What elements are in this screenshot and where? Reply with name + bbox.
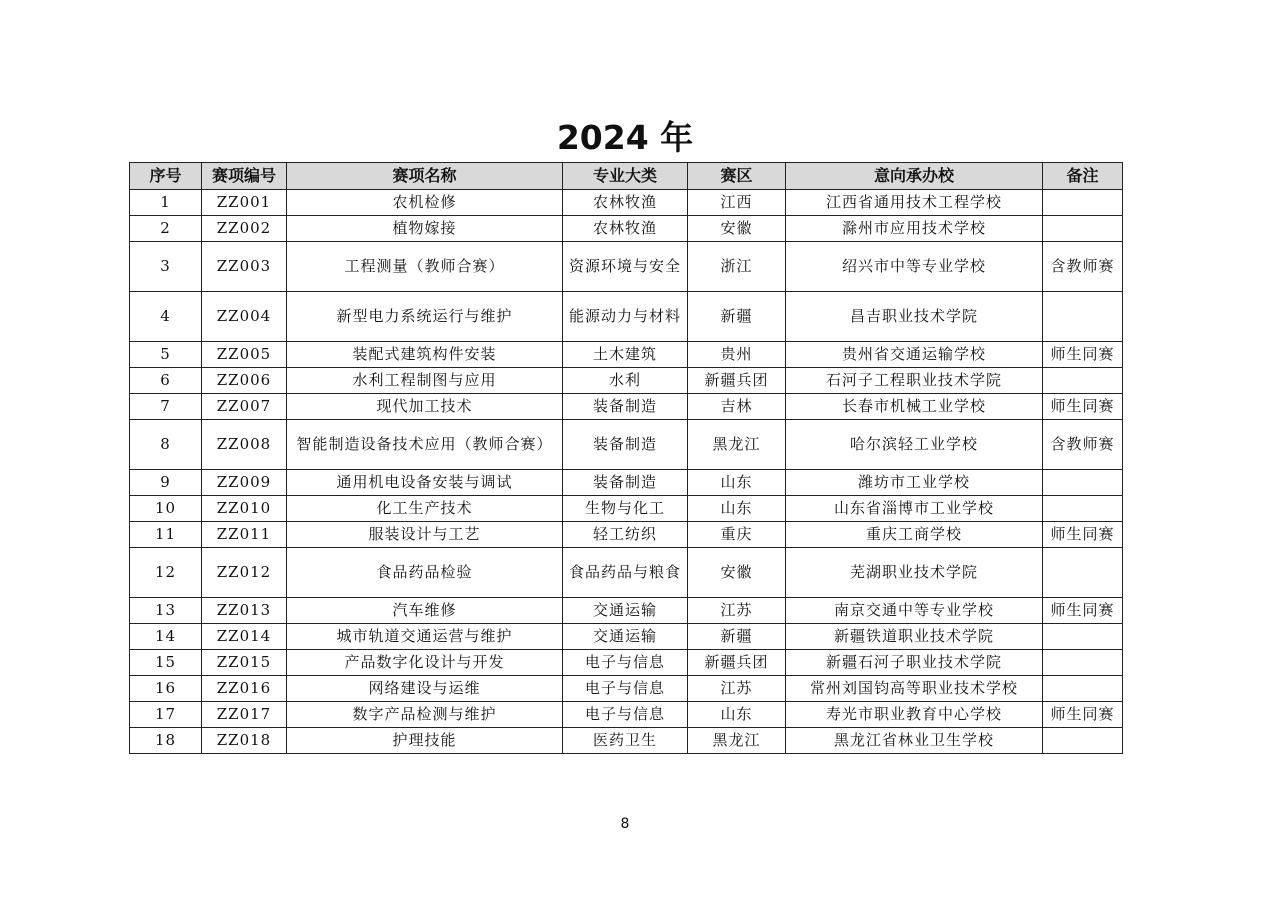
row-category: 装备制造 [563,470,688,496]
table-row [130,598,1123,624]
row-school: 重庆工商学校 [786,522,1043,548]
row-index: 9 [130,470,202,496]
row-school: 寿光市职业教育中心学校 [786,702,1043,728]
row-code: ZZ009 [202,470,287,496]
row-code: ZZ010 [202,496,287,522]
row-event-name: 装配式建筑构件安装 [287,342,563,368]
row-category: 电子与信息 [563,702,688,728]
row-school: 江西省通用技术工程学校 [786,190,1043,216]
row-code: ZZ008 [202,420,287,470]
row-region: 江西 [688,190,786,216]
row-note: 师生同赛 [1043,522,1123,548]
row-region: 江苏 [688,598,786,624]
row-note [1043,676,1123,702]
row-note: 师生同赛 [1043,394,1123,420]
row-code: ZZ013 [202,598,287,624]
row-index: 13 [130,598,202,624]
row-region: 山东 [688,496,786,522]
row-region: 新疆 [688,292,786,342]
row-region: 贵州 [688,342,786,368]
row-note [1043,624,1123,650]
row-school: 新疆石河子职业技术学院 [786,650,1043,676]
row-index: 15 [130,650,202,676]
row-index: 17 [130,702,202,728]
row-school: 常州刘国钧高等职业技术学校 [786,676,1043,702]
row-category: 水利 [563,368,688,394]
row-region: 江苏 [688,676,786,702]
row-category: 医药卫生 [563,728,688,754]
row-event-name: 城市轨道交通运营与维护 [287,624,563,650]
row-note [1043,496,1123,522]
page-number: 8 [620,816,630,832]
row-category: 土木建筑 [563,342,688,368]
row-index: 8 [130,420,202,470]
table-row [130,702,1123,728]
row-school: 石河子工程职业技术学院 [786,368,1043,394]
row-note [1043,368,1123,394]
row-note [1043,292,1123,342]
header-code: 赛项编号 [202,163,287,190]
row-category: 装备制造 [563,420,688,470]
row-code: ZZ018 [202,728,287,754]
row-event-name: 食品药品检验 [287,548,563,598]
table-header-row [130,163,1123,190]
row-category: 轻工纺织 [563,522,688,548]
table-row [130,420,1123,470]
row-region: 安徽 [688,216,786,242]
row-index: 1 [130,190,202,216]
row-note [1043,216,1123,242]
row-event-name: 现代加工技术 [287,394,563,420]
table-row [130,624,1123,650]
row-category: 装备制造 [563,394,688,420]
row-event-name: 汽车维修 [287,598,563,624]
row-school: 哈尔滨轻工业学校 [786,420,1043,470]
row-index: 5 [130,342,202,368]
row-region: 新疆兵团 [688,368,786,394]
row-category: 交通运输 [563,598,688,624]
row-school: 贵州省交通运输学校 [786,342,1043,368]
row-note: 含教师赛 [1043,420,1123,470]
row-event-name: 服装设计与工艺 [287,522,563,548]
row-category: 农林牧渔 [563,190,688,216]
row-note: 师生同赛 [1043,598,1123,624]
row-note: 含教师赛 [1043,242,1123,292]
table-row [130,728,1123,754]
row-category: 资源环境与安全 [563,242,688,292]
row-event-name: 网络建设与运维 [287,676,563,702]
row-school: 昌吉职业技术学院 [786,292,1043,342]
row-school: 山东省淄博市工业学校 [786,496,1043,522]
table-row [130,216,1123,242]
header-region: 赛区 [688,163,786,190]
row-note [1043,650,1123,676]
row-code: ZZ006 [202,368,287,394]
row-code: ZZ014 [202,624,287,650]
row-index: 6 [130,368,202,394]
row-category: 电子与信息 [563,650,688,676]
row-region: 新疆 [688,624,786,650]
table-row [130,548,1123,598]
row-index: 18 [130,728,202,754]
row-code: ZZ004 [202,292,287,342]
row-index: 16 [130,676,202,702]
row-region: 黑龙江 [688,420,786,470]
header-index: 序号 [130,163,202,190]
header-category: 专业大类 [563,163,688,190]
header-school: 意向承办校 [786,163,1043,190]
row-region: 吉林 [688,394,786,420]
table-body [130,190,1123,754]
header-name: 赛项名称 [287,163,563,190]
row-region: 新疆兵团 [688,650,786,676]
row-note [1043,548,1123,598]
row-event-name: 智能制造设备技术应用（教师合赛） [287,420,563,470]
row-index: 11 [130,522,202,548]
table-row [130,522,1123,548]
table-row [130,470,1123,496]
page-title: 2024 年 [556,118,694,157]
row-note [1043,470,1123,496]
table-row [130,242,1123,292]
row-region: 安徽 [688,548,786,598]
row-school: 绍兴市中等专业学校 [786,242,1043,292]
header-note: 备注 [1043,163,1123,190]
row-index: 7 [130,394,202,420]
table-row [130,190,1123,216]
row-category: 食品药品与粮食 [563,548,688,598]
table-row [130,394,1123,420]
row-event-name: 数字产品检测与维护 [287,702,563,728]
row-code: ZZ007 [202,394,287,420]
row-note [1043,190,1123,216]
row-category: 生物与化工 [563,496,688,522]
row-region: 浙江 [688,242,786,292]
row-code: ZZ005 [202,342,287,368]
row-event-name: 水利工程制图与应用 [287,368,563,394]
row-category: 农林牧渔 [563,216,688,242]
row-region: 山东 [688,470,786,496]
row-event-name: 通用机电设备安装与调试 [287,470,563,496]
row-category: 电子与信息 [563,676,688,702]
table-row [130,368,1123,394]
row-code: ZZ002 [202,216,287,242]
row-index: 4 [130,292,202,342]
row-code: ZZ012 [202,548,287,598]
row-region: 山东 [688,702,786,728]
row-event-name: 农机检修 [287,190,563,216]
row-region: 重庆 [688,522,786,548]
row-school: 黑龙江省林业卫生学校 [786,728,1043,754]
row-index: 14 [130,624,202,650]
competition-table [129,162,1123,754]
row-note [1043,728,1123,754]
row-code: ZZ003 [202,242,287,292]
row-index: 2 [130,216,202,242]
row-note: 师生同赛 [1043,342,1123,368]
row-index: 12 [130,548,202,598]
row-code: ZZ016 [202,676,287,702]
row-code: ZZ015 [202,650,287,676]
table-row [130,676,1123,702]
row-event-name: 产品数字化设计与开发 [287,650,563,676]
row-event-name: 化工生产技术 [287,496,563,522]
row-category: 能源动力与材料 [563,292,688,342]
row-school: 滁州市应用技术学校 [786,216,1043,242]
row-event-name: 护理技能 [287,728,563,754]
row-school: 南京交通中等专业学校 [786,598,1043,624]
row-school: 潍坊市工业学校 [786,470,1043,496]
row-code: ZZ017 [202,702,287,728]
row-note: 师生同赛 [1043,702,1123,728]
row-index: 3 [130,242,202,292]
table-row [130,342,1123,368]
row-school: 新疆铁道职业技术学院 [786,624,1043,650]
row-index: 10 [130,496,202,522]
table-row [130,292,1123,342]
row-school: 长春市机械工业学校 [786,394,1043,420]
row-event-name: 新型电力系统运行与维护 [287,292,563,342]
row-event-name: 工程测量（教师合赛） [287,242,563,292]
row-region: 黑龙江 [688,728,786,754]
row-event-name: 植物嫁接 [287,216,563,242]
row-code: ZZ011 [202,522,287,548]
table-row [130,650,1123,676]
row-code: ZZ001 [202,190,287,216]
table-row [130,496,1123,522]
row-category: 交通运输 [563,624,688,650]
row-school: 芜湖职业技术学院 [786,548,1043,598]
